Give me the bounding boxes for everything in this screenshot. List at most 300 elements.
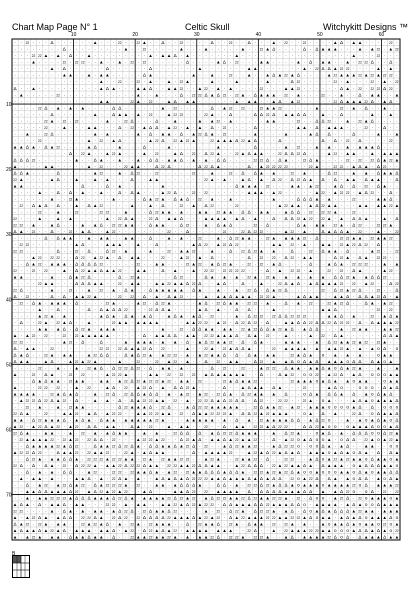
stitch-symbol: · (187, 86, 189, 91)
stitch-symbol: · (51, 248, 53, 253)
stitch-symbol: · (193, 118, 195, 123)
stitch-symbol: · (113, 450, 115, 455)
stitch-symbol: Δ (106, 313, 109, 318)
stitch-symbol: · (33, 209, 35, 214)
stitch-symbol: Δ (143, 463, 146, 468)
stitch-symbol: ▲ (271, 483, 276, 488)
stitch-symbol: · (94, 340, 96, 345)
stitch-symbol: Δ (395, 177, 398, 182)
stitch-symbol: · (70, 333, 72, 338)
stitch-symbol: ▲ (358, 268, 363, 273)
stitch-symbol: · (298, 47, 300, 52)
stitch-symbol: 22 (173, 360, 177, 364)
stitch-symbol: ▲ (99, 157, 104, 162)
stitch-symbol: Δ (254, 359, 257, 364)
stitch-symbol: Δ (365, 105, 368, 110)
stitch-symbol: Δ (204, 470, 207, 475)
stitch-symbol: Δ (204, 307, 207, 312)
stitch-symbol: · (211, 287, 213, 292)
stitch-symbol: · (316, 385, 318, 390)
stitch-symbol: ▲ (265, 496, 270, 501)
stitch-symbol: ▲ (148, 463, 153, 468)
stitch-symbol: ▲ (37, 437, 42, 442)
stitch-symbol: Δ (377, 170, 380, 175)
stitch-symbol: Δ (87, 281, 90, 286)
stitch-symbol: Δ (383, 346, 386, 351)
stitch-symbol: ▲ (105, 177, 110, 182)
stitch-symbol: Δ (266, 450, 269, 455)
stitch-symbol: ▲ (235, 476, 240, 481)
stitch-symbol: o (371, 431, 374, 436)
stitch-symbol: Δ (131, 190, 134, 195)
stitch-symbol: · (384, 144, 386, 149)
stitch-symbol: Δ (365, 190, 368, 195)
stitch-symbol: 22 (253, 249, 257, 253)
stitch-symbol: ▲ (333, 183, 338, 188)
stitch-symbol: ▲ (93, 535, 98, 540)
stitch-symbol: Δ (204, 151, 207, 156)
stitch-symbol: · (181, 528, 183, 533)
stitch-symbol: ▲ (345, 346, 350, 351)
stitch-symbol: · (291, 144, 293, 149)
stitch-symbol: Δ (272, 424, 275, 429)
stitch-symbol: · (310, 235, 312, 240)
stitch-symbol: · (168, 242, 170, 247)
stitch-symbol: · (57, 411, 59, 416)
stitch-symbol: · (273, 60, 275, 65)
stitch-symbol: ▲ (198, 287, 203, 292)
stitch-symbol: Δ (112, 112, 115, 117)
stitch-symbol: · (137, 196, 139, 201)
stitch-symbol: ▲ (235, 287, 240, 292)
stitch-symbol: ▲ (210, 353, 215, 358)
stitch-symbol: · (94, 528, 96, 533)
stitch-symbol: · (267, 359, 269, 364)
stitch-symbol: · (57, 79, 59, 84)
stitch-symbol: ▲ (148, 196, 153, 201)
stitch-symbol: 22 (204, 321, 208, 325)
stitch-symbol: 22 (192, 497, 196, 501)
stitch-symbol: ▲ (376, 470, 381, 475)
stitch-symbol: ▲ (31, 424, 36, 429)
stitch-symbol: · (14, 457, 16, 462)
stitch-symbol: Δ (63, 515, 66, 520)
stitch-symbol: · (82, 144, 84, 149)
stitch-symbol: · (199, 274, 201, 279)
stitch-symbol: · (51, 326, 53, 331)
stitch-symbol: ▲ (130, 496, 135, 501)
stitch-symbol: ▲ (198, 470, 203, 475)
stitch-symbol: · (230, 151, 232, 156)
stitch-symbol: o (303, 392, 306, 397)
stitch-symbol: · (267, 66, 269, 71)
stitch-symbol: · (396, 125, 398, 130)
stitch-symbol: · (205, 60, 207, 65)
stitch-symbol: · (181, 398, 183, 403)
stitch-symbol: o (365, 515, 368, 520)
stitch-symbol: 22 (167, 373, 171, 377)
stitch-symbol: · (14, 105, 16, 110)
stitch-symbol: · (174, 261, 176, 266)
stitch-symbol: · (378, 151, 380, 156)
stitch-symbol: Δ (57, 190, 60, 195)
stitch-symbol: · (199, 222, 201, 227)
stitch-symbol: · (20, 86, 22, 91)
stitch-symbol: · (353, 112, 355, 117)
stitch-symbol: ▲ (327, 73, 332, 78)
stitch-symbol: Δ (69, 489, 72, 494)
stitch-symbol: ▲ (345, 99, 350, 104)
stitch-symbol: · (82, 138, 84, 143)
stitch-symbol: ▲ (50, 196, 55, 201)
stitch-symbol: · (273, 229, 275, 234)
stitch-symbol: Δ (149, 470, 152, 475)
stitch-symbol: ▲ (185, 99, 190, 104)
stitch-symbol: · (316, 261, 318, 266)
stitch-symbol: 22 (346, 158, 350, 162)
stitch-symbol: · (94, 242, 96, 247)
stitch-symbol: ▲ (395, 450, 400, 455)
stitch-symbol: · (285, 307, 287, 312)
stitch-symbol: ▲ (376, 66, 381, 71)
stitch-symbol: · (101, 229, 103, 234)
stitch-symbol: ▲ (37, 405, 42, 410)
stitch-symbol: ▲ (352, 405, 357, 410)
stitch-symbol: · (248, 405, 250, 410)
stitch-symbol: · (113, 47, 115, 52)
stitch-symbol: 22 (186, 256, 190, 260)
stitch-symbol: · (181, 99, 183, 104)
stitch-symbol: · (107, 112, 109, 117)
stitch-symbol: · (45, 405, 47, 410)
stitch-symbol: ▲ (136, 470, 141, 475)
stitch-symbol: 22 (100, 204, 104, 208)
stitch-symbol: Δ (321, 411, 324, 416)
stitch-symbol: · (211, 483, 213, 488)
stitch-symbol: Δ (340, 183, 343, 188)
stitch-symbol: · (248, 118, 250, 123)
stitch-symbol: · (168, 268, 170, 273)
stitch-symbol: Δ (260, 326, 263, 331)
stitch-symbol: · (33, 366, 35, 371)
stitch-symbol: · (304, 274, 306, 279)
stitch-symbol: · (279, 112, 281, 117)
stitch-symbol: 22 (149, 100, 153, 104)
stitch-symbol: · (39, 99, 41, 104)
stitch-symbol: Δ (112, 392, 115, 397)
stitch-symbol: ▲ (241, 92, 246, 97)
stitch-symbol: · (224, 255, 226, 260)
stitch-symbol: ▲ (31, 60, 36, 65)
stitch-symbol: · (107, 190, 109, 195)
stitch-symbol: ▲ (388, 47, 393, 52)
stitch-symbol: ▲ (210, 326, 215, 331)
stitch-symbol: Δ (217, 431, 220, 436)
stitch-symbol: · (113, 99, 115, 104)
stitch-symbol: ▲ (56, 515, 61, 520)
stitch-symbol: · (193, 359, 195, 364)
stitch-symbol: ▲ (167, 522, 172, 527)
stitch-symbol: ▲ (345, 502, 350, 507)
stitch-symbol: · (174, 170, 176, 175)
stitch-symbol: 22 (352, 327, 356, 331)
stitch-symbol: 22 (124, 386, 128, 390)
stitch-symbol: · (242, 196, 244, 201)
stitch-symbol: · (51, 411, 53, 416)
stitch-symbol: 22 (389, 432, 393, 436)
stitch-symbol: Δ (106, 522, 109, 527)
stitch-symbol: Δ (241, 411, 244, 416)
stitch-symbol: Δ (346, 535, 349, 540)
stitch-symbol: Δ (241, 392, 244, 397)
stitch-symbol: ▲ (142, 125, 147, 130)
stitch-symbol: · (137, 183, 139, 188)
stitch-symbol: · (20, 235, 22, 240)
stitch-symbol: o (316, 444, 319, 449)
stitch-symbol: · (298, 392, 300, 397)
stitch-symbol: ▲ (154, 398, 159, 403)
stitch-symbol: · (365, 112, 367, 117)
stitch-symbol: Δ (235, 431, 238, 436)
stitch-symbol: · (248, 60, 250, 65)
stitch-symbol: ▲ (315, 222, 320, 227)
stitch-symbol: ▲ (235, 300, 240, 305)
stitch-symbol: · (125, 242, 127, 247)
stitch-symbol: ▲ (308, 255, 313, 260)
stitch-symbol: · (248, 105, 250, 110)
stitch-symbol: ▲ (241, 431, 246, 436)
stitch-symbol: 22 (334, 341, 338, 345)
stitch-symbol: Δ (241, 340, 244, 345)
stitch-symbol: · (224, 313, 226, 318)
stitch-symbol: ▲ (327, 346, 332, 351)
stitch-symbol: · (156, 326, 158, 331)
stitch-symbol: Δ (38, 398, 41, 403)
stitch-symbol: ▲ (339, 73, 344, 78)
stitch-symbol: 22 (235, 243, 239, 247)
stitch-symbol: ▲ (241, 509, 246, 514)
stitch-symbol: · (298, 372, 300, 377)
stitch-symbol: 22 (198, 406, 202, 410)
stitch-symbol: · (285, 268, 287, 273)
stitch-symbol: 22 (389, 308, 393, 312)
stitch-symbol: · (156, 229, 158, 234)
stitch-symbol: 22 (204, 191, 208, 195)
stitch-symbol: · (70, 463, 72, 468)
stitch-symbol: · (353, 535, 355, 540)
stitch-symbol: ▲ (259, 385, 264, 390)
stitch-symbol: ▲ (19, 392, 24, 397)
stitch-symbol: 22 (364, 184, 368, 188)
stitch-symbol: · (70, 418, 72, 423)
stitch-symbol: Δ (50, 359, 53, 364)
stitch-symbol: ▲ (321, 535, 326, 540)
stitch-symbol: 22 (143, 347, 147, 351)
stitch-symbol: 22 (32, 269, 36, 273)
stitch-symbol: 22 (340, 243, 344, 247)
stitch-symbol: · (205, 66, 207, 71)
stitch-symbol: Δ (131, 398, 134, 403)
stitch-symbol: ▲ (148, 73, 153, 78)
stitch-symbol: · (205, 379, 207, 384)
stitch-symbol: · (359, 489, 361, 494)
stitch-symbol: ▲ (333, 203, 338, 208)
stitch-symbol: ▲ (308, 131, 313, 136)
stitch-symbol: · (384, 66, 386, 71)
stitch-symbol: Δ (260, 502, 263, 507)
stitch-symbol: · (57, 313, 59, 318)
stitch-symbol: ▲ (62, 411, 67, 416)
stitch-symbol: 22 (389, 139, 393, 143)
stitch-symbol: · (181, 522, 183, 527)
stitch-symbol: · (101, 112, 103, 117)
stitch-symbol: ▲ (388, 320, 393, 325)
stitch-symbol: ▲ (204, 216, 209, 221)
stitch-symbol: · (378, 216, 380, 221)
stitch-symbol: 22 (395, 484, 399, 488)
stitch-symbol: ▲ (50, 457, 55, 462)
stitch-symbol: ▲ (105, 411, 110, 416)
stitch-symbol: · (316, 313, 318, 318)
stitch-symbol: Δ (38, 489, 41, 494)
stitch-symbol: · (20, 79, 22, 84)
stitch-symbol: · (144, 235, 146, 240)
stitch-symbol: Δ (192, 483, 195, 488)
stitch-symbol: · (359, 313, 361, 318)
stitch-symbol: Δ (272, 112, 275, 117)
stitch-symbol: 22 (186, 471, 190, 475)
stitch-symbol: ▲ (161, 483, 166, 488)
stitch-symbol: ▲ (74, 405, 79, 410)
stitch-symbol: · (242, 79, 244, 84)
stitch-symbol: ▲ (321, 222, 326, 227)
stitch-symbol: ▲ (339, 92, 344, 97)
stitch-symbol: ▲ (315, 157, 320, 162)
stitch-symbol: ▲ (81, 359, 86, 364)
stitch-symbol: · (137, 138, 139, 143)
stitch-symbol: ▲ (345, 177, 350, 182)
stitch-symbol: ▲ (154, 509, 159, 514)
stitch-symbol: 22 (297, 152, 301, 156)
stitch-symbol: · (119, 248, 121, 253)
stitch-symbol: ▲ (154, 483, 159, 488)
stitch-symbol: 22 (247, 484, 251, 488)
stitch-symbol: · (168, 170, 170, 175)
stitch-symbol: ▲ (99, 522, 104, 527)
stitch-symbol: Δ (186, 502, 189, 507)
stitch-symbol: ▲ (204, 457, 209, 462)
stitch-symbol: · (187, 450, 189, 455)
stitch-symbol: ▲ (333, 450, 338, 455)
stitch-symbol: Δ (143, 196, 146, 201)
stitch-symbol: ▲ (253, 216, 258, 221)
stitch-symbol: ▲ (142, 489, 147, 494)
stitch-symbol: ▲ (216, 372, 221, 377)
stitch-symbol: 22 (69, 230, 73, 234)
stitch-symbol: Δ (352, 359, 355, 364)
stitch-symbol: ▲ (13, 183, 18, 188)
stitch-symbol: ▲ (44, 496, 49, 501)
stitch-symbol: o (353, 463, 356, 468)
stitch-symbol: Δ (248, 255, 251, 260)
stitch-symbol: · (101, 248, 103, 253)
stitch-symbol: 22 (38, 256, 42, 260)
stitch-symbol: · (230, 216, 232, 221)
stitch-symbol: · (285, 170, 287, 175)
stitch-symbol: Δ (248, 151, 251, 156)
stitch-symbol: ▲ (161, 261, 166, 266)
stitch-symbol: ▲ (302, 255, 307, 260)
stitch-symbol: · (341, 411, 343, 416)
stitch-symbols (13, 40, 399, 539)
stitch-symbol: Δ (204, 92, 207, 97)
stitch-symbol: 22 (346, 191, 350, 195)
stitch-symbol: · (205, 105, 207, 110)
stitch-symbol: · (45, 209, 47, 214)
stitch-symbol: · (82, 424, 84, 429)
stitch-symbol: · (396, 353, 398, 358)
stitch-symbol: 22 (210, 152, 214, 156)
stitch-symbol: 22 (389, 41, 393, 45)
stitch-symbol: ▲ (142, 320, 147, 325)
stitch-symbol: · (353, 307, 355, 312)
stitch-symbol: 22 (112, 223, 116, 227)
stitch-symbol: · (137, 73, 139, 78)
stitch-symbol: ▲ (136, 268, 141, 273)
stitch-symbol: · (14, 53, 16, 58)
stitch-symbol: ▲ (25, 496, 30, 501)
stitch-symbol: · (14, 313, 16, 318)
stitch-symbol: Δ (389, 99, 392, 104)
stitch-symbol: 22 (247, 288, 251, 292)
stitch-symbol: · (82, 40, 84, 45)
stitch-symbol: · (162, 424, 164, 429)
stitch-symbol: · (236, 392, 238, 397)
stitch-symbol: ▲ (136, 281, 141, 286)
stitch-symbol: ▲ (315, 405, 320, 410)
stitch-symbol: ▲ (284, 489, 289, 494)
stitch-symbol: · (384, 131, 386, 136)
stitch-symbol: ▲ (44, 53, 49, 58)
stitch-symbol: 22 (334, 80, 338, 84)
stitch-symbol: · (70, 118, 72, 123)
stitch-symbol: 22 (50, 347, 54, 351)
stitch-symbol: · (76, 73, 78, 78)
stitch-symbol: ▲ (44, 281, 49, 286)
stitch-symbol: 22 (180, 295, 184, 299)
stitch-symbol: ▲ (241, 470, 246, 475)
stitch-symbol: · (248, 424, 250, 429)
stitch-symbol: ▲ (118, 431, 123, 436)
stitch-symbol: Δ (168, 294, 171, 299)
stitch-symbol: · (328, 255, 330, 260)
stitch-symbol: · (20, 216, 22, 221)
stitch-symbol: · (20, 151, 22, 156)
stitch-symbol: · (304, 444, 306, 449)
stitch-symbol: ▲ (228, 489, 233, 494)
stitch-symbol: · (187, 157, 189, 162)
stitch-symbol: 22 (112, 490, 116, 494)
stitch-symbol: Δ (223, 300, 226, 305)
stitch-symbol: · (174, 222, 176, 227)
stitch-symbol: ▲ (13, 392, 18, 397)
stitch-symbol: Δ (241, 170, 244, 175)
stitch-symbol: · (119, 340, 121, 345)
stitch-symbol: · (45, 457, 47, 462)
stitch-symbol: · (14, 138, 16, 143)
stitch-symbol: · (76, 66, 78, 71)
stitch-symbol: · (156, 105, 158, 110)
